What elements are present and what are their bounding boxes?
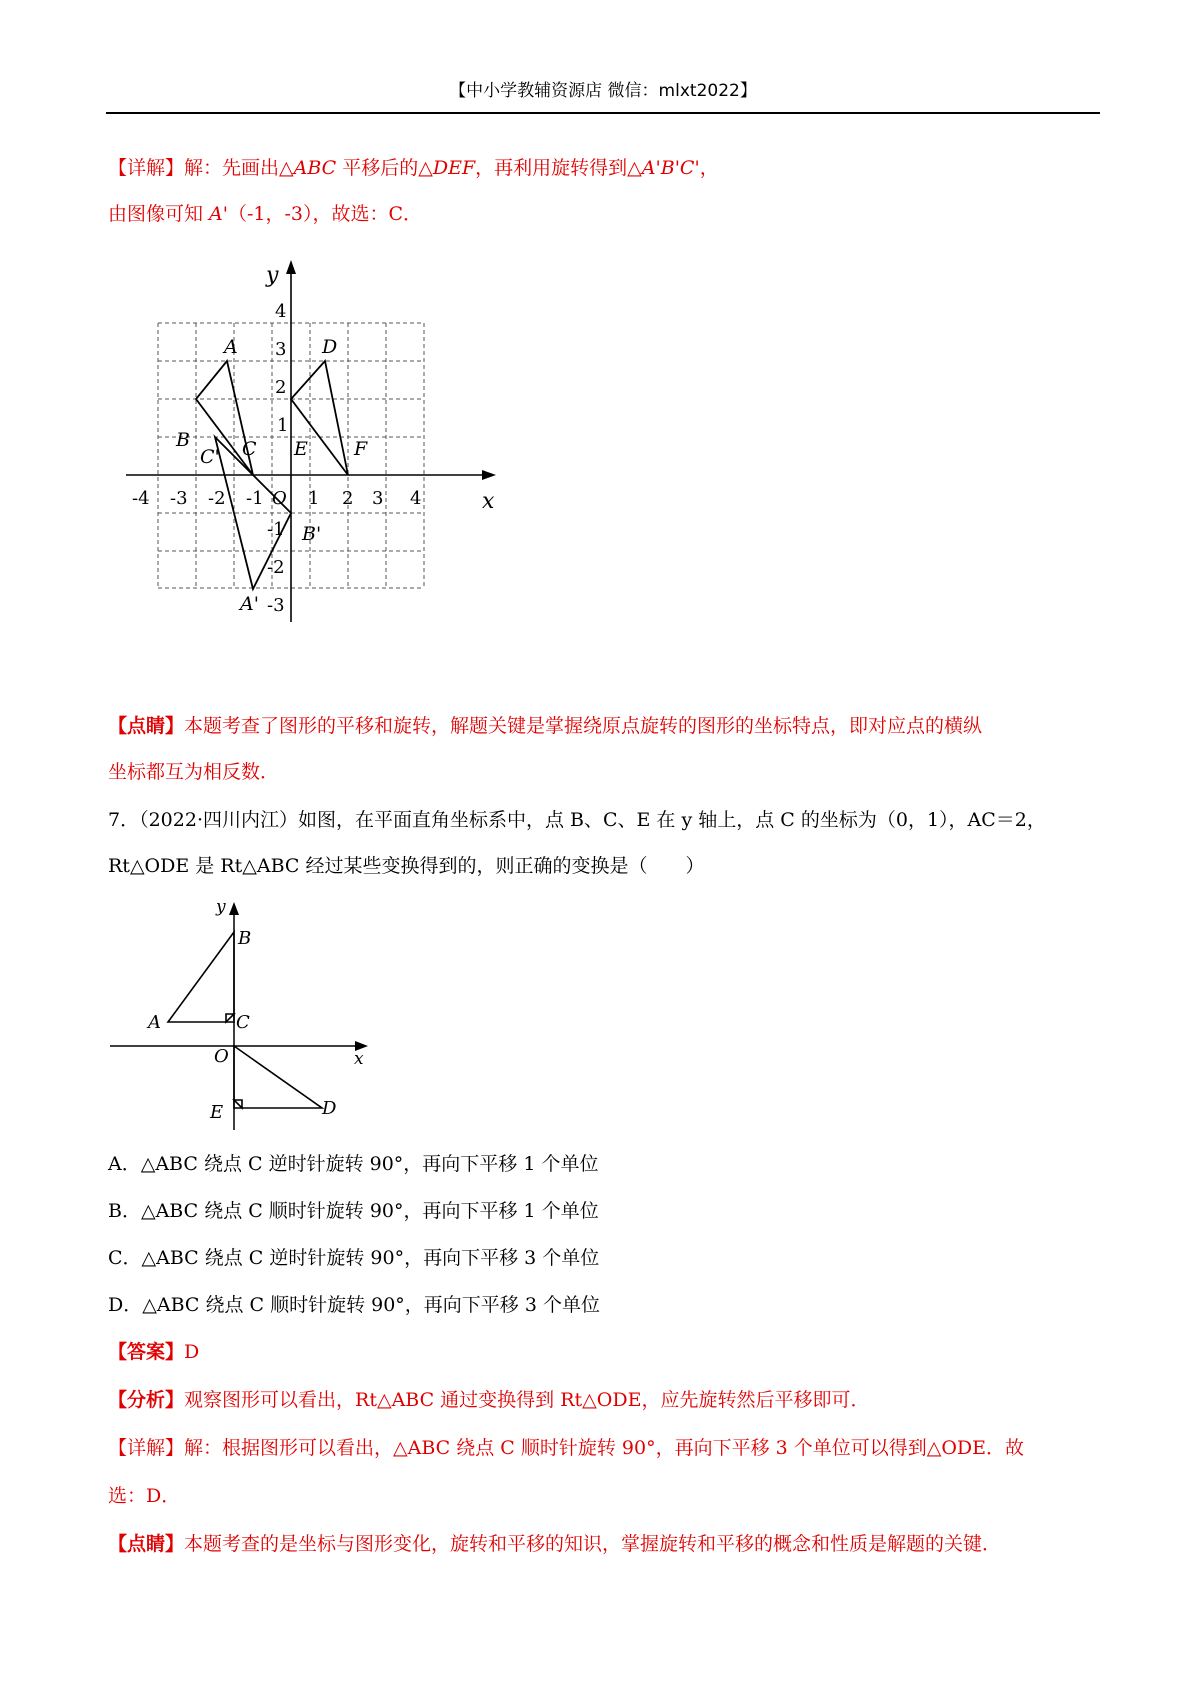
y-axis-label: y bbox=[266, 263, 279, 288]
answer-value: D bbox=[184, 1341, 200, 1363]
triangle-abc bbox=[168, 932, 234, 1022]
detail-tag: 【详解】 bbox=[108, 157, 185, 179]
y-tick: -2 bbox=[267, 557, 285, 578]
x-tick: -2 bbox=[208, 488, 226, 509]
answer-line bbox=[108, 1338, 199, 1366]
option-c: C．△ABC 绕点 C 逆时针旋转 90°，再向下平移 3 个单位 bbox=[108, 1247, 600, 1269]
option-a: A．△ABC 绕点 C 逆时针旋转 90°，再向下平移 1 个单位 bbox=[108, 1153, 599, 1175]
point-e-label: E bbox=[210, 1102, 224, 1123]
origin-label: O bbox=[272, 488, 287, 509]
y-tick: 1 bbox=[277, 415, 289, 436]
x-tick: 4 bbox=[410, 488, 422, 509]
triangle-ode bbox=[234, 1046, 322, 1108]
x-tick: -1 bbox=[246, 488, 264, 509]
comment-tag: 【点睛】 bbox=[108, 715, 185, 737]
detail-line-1: 【详解】解：先画出△ABC 平移后的△DEF，再利用旋转得到△A'B'C'， bbox=[108, 157, 719, 179]
detail-line-2: 由图像可知 A'（-1，-3），故选：C． bbox=[108, 203, 423, 225]
point-f-label: F bbox=[354, 438, 368, 460]
question7-stem-line-1: 7．（2022·四川内江）如图，在平面直角坐标系中，点 B、C、E 在 y 轴上，点 C 的坐标为（0，1），AC＝2， bbox=[108, 809, 1046, 831]
point-b-label: B bbox=[176, 429, 190, 451]
point-d-label: D bbox=[322, 336, 338, 358]
option-b: B．△ABC 绕点 C 顺时针旋转 90°，再向下平移 1 个单位 bbox=[108, 1200, 599, 1222]
x-tick: 1 bbox=[308, 488, 320, 509]
point-c-label: C bbox=[236, 1012, 250, 1033]
point-aprime-label: A' bbox=[240, 593, 259, 615]
y-tick: 4 bbox=[275, 301, 287, 322]
right-angle-e bbox=[234, 1100, 242, 1108]
point-d-label: D bbox=[322, 1098, 337, 1119]
x-tick: 3 bbox=[372, 488, 384, 509]
point-a-label: A bbox=[224, 336, 238, 358]
x-tick: 2 bbox=[342, 488, 354, 509]
point-b-label: B bbox=[238, 928, 252, 949]
x-tick: -3 bbox=[170, 488, 188, 509]
analysis-line: 【分析】观察图形可以看出，Rt△ABC 通过变换得到 Rt△ODE，应先旋转然后平移即可． bbox=[108, 1389, 870, 1411]
analysis-tag: 【分析】 bbox=[108, 1389, 185, 1411]
origin-label: O bbox=[214, 1046, 229, 1067]
x-axis-label: x bbox=[482, 489, 495, 514]
y-tick: -1 bbox=[267, 519, 285, 540]
comment-line-2: 坐标都互为相反数． bbox=[108, 761, 280, 783]
point-e-label: E bbox=[294, 438, 308, 460]
comment-line-1: 【点睛】本题考查了图形的平移和旋转，解题关键是掌握绕原点旋转的图形的坐标特点，即对应点的横纵 bbox=[108, 715, 983, 737]
answer-tag: 【答案】 bbox=[108, 1341, 185, 1363]
detail7-tag: 【详解】 bbox=[108, 1437, 185, 1459]
detail7-line-1: 【详解】解：根据图形可以看出，△ABC 绕点 C 顺时针旋转 90°，再向下平移 3 个单位可以得到△ODE．故 bbox=[108, 1437, 1025, 1459]
x-axis-label: x bbox=[354, 1049, 364, 1069]
point-a-label: A bbox=[148, 1012, 161, 1033]
y-axis-label: y bbox=[216, 898, 226, 917]
question7-stem-line-2: Rt△ODE 是 Rt△ABC 经过某些变换得到的，则正确的变换是（ ） bbox=[108, 855, 705, 877]
detail7-line-2: 选：D． bbox=[108, 1485, 181, 1507]
y-tick: 2 bbox=[275, 377, 287, 398]
y-tick: 3 bbox=[275, 339, 287, 360]
figure-question7 bbox=[108, 898, 390, 1132]
point-bprime-label: B' bbox=[302, 523, 322, 545]
figure-coordinate-grid bbox=[118, 250, 510, 630]
point-cprime-label: C' bbox=[200, 446, 220, 468]
comment7-tag: 【点睛】 bbox=[108, 1533, 185, 1555]
point-labels bbox=[146, 928, 337, 1123]
y-tick-labels bbox=[267, 301, 288, 616]
comment7-line: 【点睛】本题考查的是坐标与图形变化，旋转和平移的知识，掌握旋转和平移的概念和性质是解题的关键． bbox=[108, 1533, 1002, 1555]
y-tick: -3 bbox=[267, 595, 285, 616]
option-d: D．△ABC 绕点 C 顺时针旋转 90°，再向下平移 3 个单位 bbox=[108, 1294, 600, 1316]
page-header: 【中小学教辅资源店 微信：mlxt2022】 bbox=[106, 78, 1100, 114]
x-tick: -4 bbox=[132, 488, 150, 509]
point-c-label: C bbox=[242, 438, 257, 460]
right-angle-c bbox=[226, 1014, 234, 1022]
